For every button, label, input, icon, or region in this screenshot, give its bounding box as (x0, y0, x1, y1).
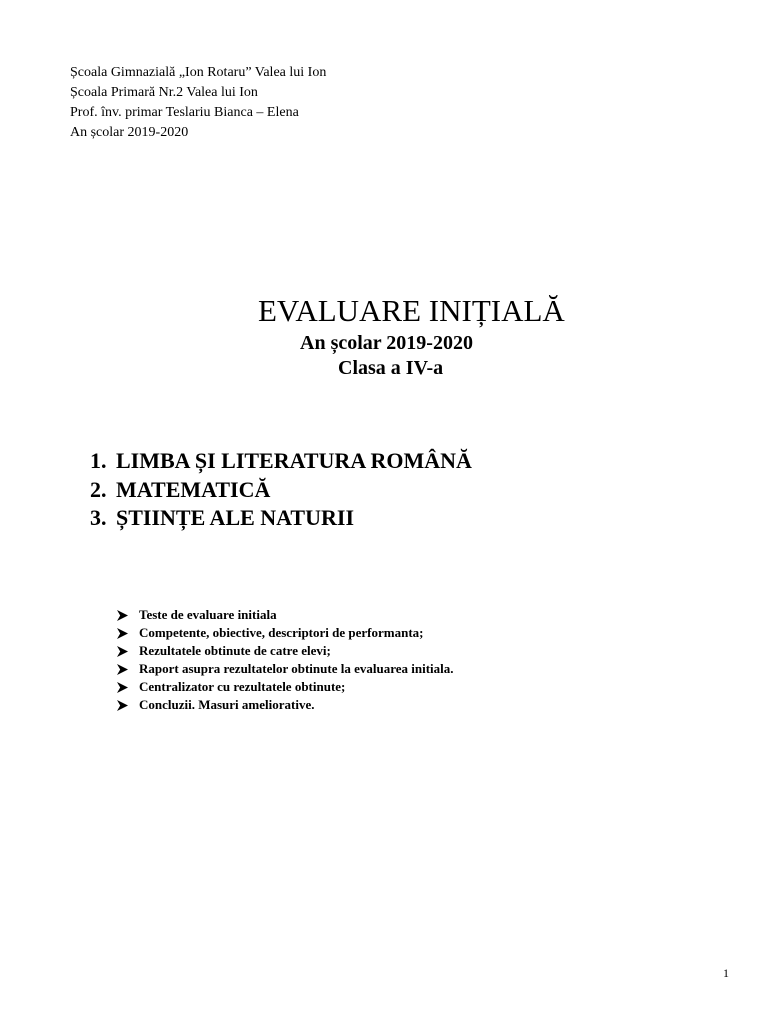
contents-list (117, 606, 454, 714)
school-name-line: Școala Gimnazială „Ion Rotaru” Valea lui Ion (70, 65, 327, 80)
class-label: Clasa a IV-a (338, 357, 444, 379)
page-number: 1 (723, 966, 729, 980)
list-item-text: Raport asupra rezultatelor obtinute la evaluarea initiala. (139, 661, 454, 676)
teacher-line: Prof. înv. primar Teslariu Bianca – Elena (70, 105, 299, 120)
list-item-text: Competente, obiective, descriptori de performanta; (139, 625, 424, 640)
subject-number: 1. (90, 448, 107, 473)
document-header (70, 63, 326, 143)
subject-item (90, 476, 472, 505)
primary-school-line: Școala Primară Nr.2 Valea lui Ion (70, 85, 258, 100)
school-year-line: An școlar 2019-2020 (70, 125, 189, 140)
arrowhead-bullet-icon (117, 700, 139, 711)
subject-item (90, 504, 472, 533)
subject-label: ȘTIINȚE ALE NATURII (116, 505, 355, 530)
list-item (117, 624, 454, 642)
arrowhead-bullet-icon (117, 610, 139, 621)
list-item (117, 696, 454, 714)
document-subtitle: An școlar 2019-2020 (300, 332, 473, 354)
list-item-text: Rezultatele obtinute de catre elevi; (139, 643, 331, 658)
list-item (117, 678, 454, 696)
list-item (117, 642, 454, 660)
arrowhead-bullet-icon (117, 628, 139, 639)
subjects-list (90, 447, 472, 533)
subject-label: LIMBA ȘI LITERATURA ROMÂNĂ (116, 448, 472, 473)
list-item-text: Teste de evaluare initiala (139, 607, 277, 622)
arrowhead-bullet-icon (117, 646, 139, 657)
subject-item (90, 447, 472, 476)
arrowhead-bullet-icon (117, 682, 139, 693)
list-item (117, 660, 454, 678)
list-item-text: Concluzii. Masuri ameliorative. (139, 697, 315, 712)
subject-label: MATEMATICĂ (116, 476, 271, 502)
list-item (117, 606, 454, 624)
document-title: EVALUARE INIȚIALĂ (258, 293, 565, 328)
list-item-text: Centralizator cu rezultatele obtinute; (139, 679, 346, 694)
arrowhead-bullet-icon (117, 664, 139, 675)
subject-number: 3. (90, 505, 107, 530)
subject-number: 2. (90, 476, 107, 502)
